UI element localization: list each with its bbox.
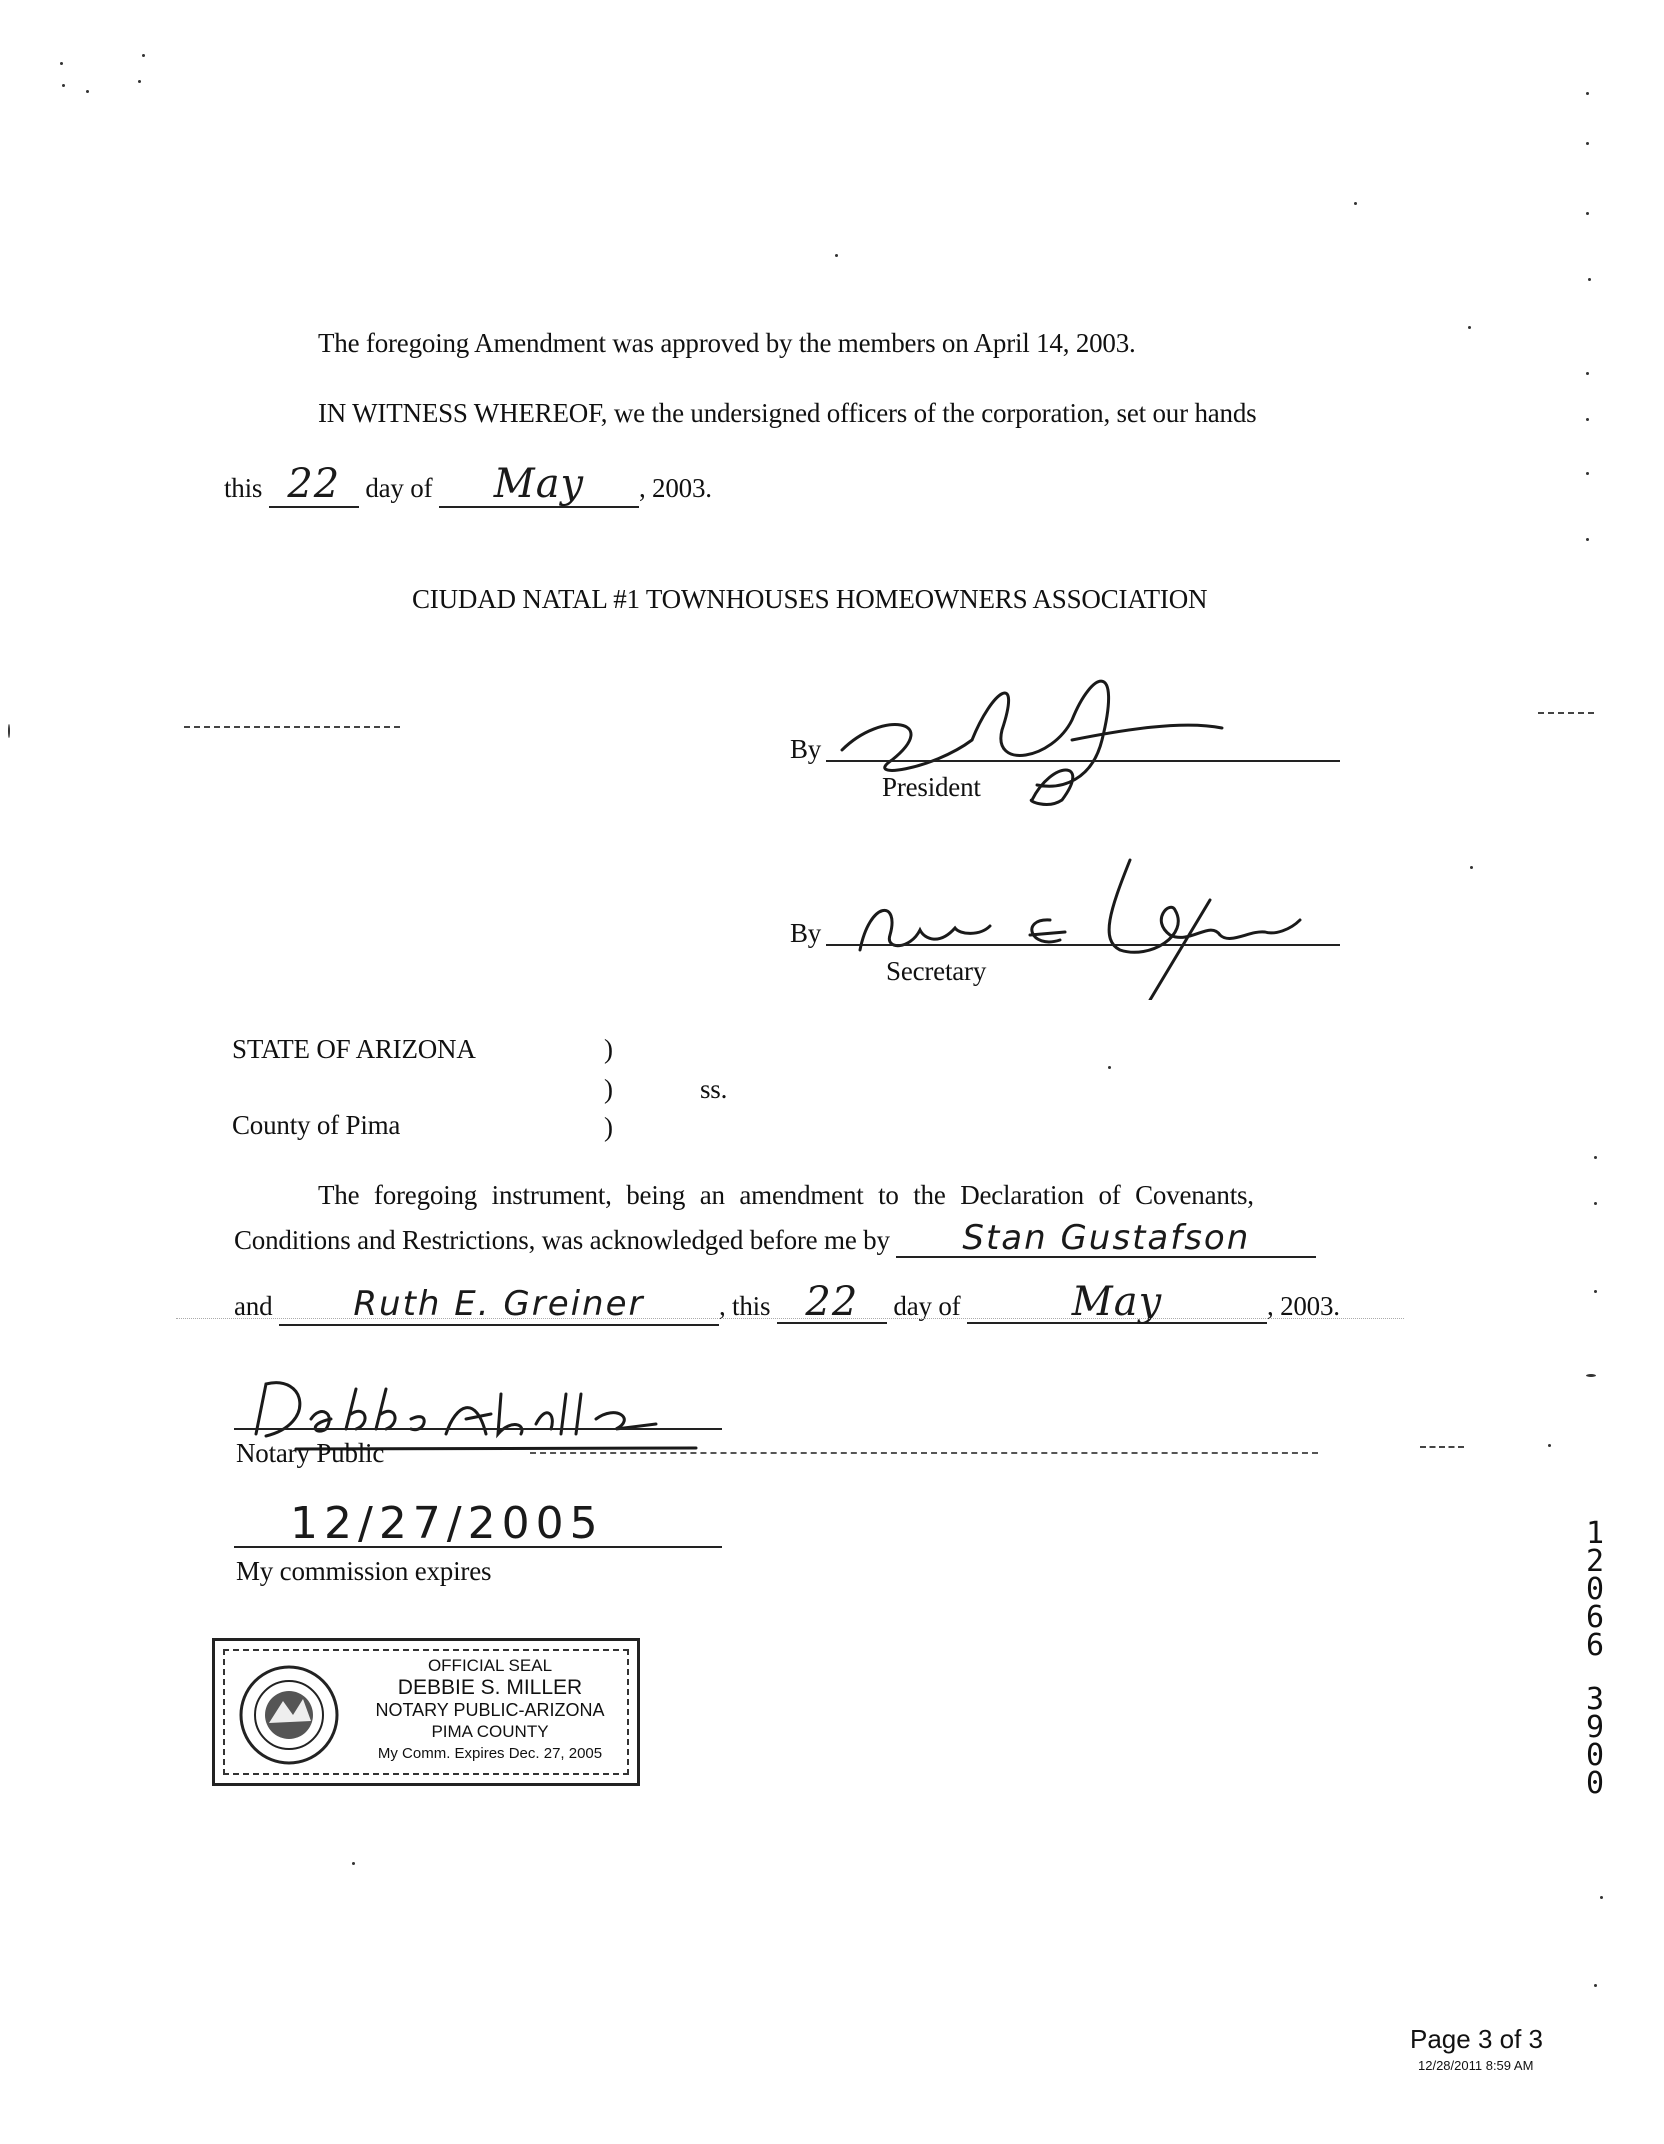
seal-line-2: DEBBIE S. MILLER	[397, 1676, 583, 1699]
recording-stamp-number	[1580, 1516, 1610, 1801]
execution-date-line	[224, 462, 712, 514]
county-label: County of Pima	[232, 1110, 401, 1140]
scan-speck	[1586, 92, 1589, 95]
stamp-digit: 6	[1585, 1600, 1605, 1635]
scan-speck	[1586, 212, 1589, 215]
scan-speck	[1594, 1156, 1597, 1159]
by-label-secretary: By	[790, 918, 822, 948]
stamp-digit: 2	[1585, 1544, 1605, 1579]
venue-paren-1: )	[604, 1034, 613, 1064]
day-of-label: day of	[893, 1291, 961, 1321]
ack-month-handwritten: May	[967, 1282, 1267, 1324]
venue-paren-2: )	[604, 1074, 613, 1104]
scan-speck	[1548, 1444, 1551, 1447]
ack-year: , 2003.	[1266, 1291, 1340, 1321]
scan-speck	[138, 80, 141, 83]
commission-line	[234, 1546, 722, 1548]
scan-speck	[352, 1862, 355, 1865]
date-month-handwritten: May	[439, 462, 639, 508]
stamp-digit: 6	[1585, 1628, 1605, 1663]
date-mid: day of	[365, 473, 433, 503]
venue-paren-3: )	[604, 1112, 613, 1142]
state-label: STATE OF ARIZONA	[232, 1034, 476, 1064]
witness-line: IN WITNESS WHEREOF, we the undersigned officers of the corporation, set our hands	[318, 398, 1257, 428]
scan-dash	[1538, 712, 1594, 714]
scan-speck	[1468, 326, 1471, 329]
scan-speck	[1586, 142, 1589, 145]
scan-speck	[1108, 1066, 1111, 1069]
scan-speck	[1586, 1374, 1596, 1377]
scan-dash-long	[530, 1452, 1318, 1454]
scan-speck	[62, 84, 65, 87]
seal-line-4: PIMA COUNTY	[431, 1722, 549, 1741]
scan-dotted-line	[176, 1318, 1404, 1319]
this-label: , this	[718, 1291, 771, 1321]
stamp-digit: 0	[1585, 1738, 1605, 1773]
ack-name-1-handwritten: Stan Gustafson	[896, 1220, 1316, 1258]
date-prefix: this	[224, 473, 263, 503]
ack-name-2-handwritten: Ruth E. Greiner	[279, 1284, 719, 1326]
scan-speck	[1594, 1290, 1597, 1293]
seal-line-3: NOTARY PUBLIC-ARIZONA	[375, 1700, 605, 1720]
notary-public-label: Notary Public	[236, 1438, 385, 1468]
ss-label: ss.	[700, 1074, 728, 1104]
association-name: CIUDAD NATAL #1 TOWNHOUSES HOMEOWNERS ASSOCIATION	[412, 584, 1208, 614]
stamp-digit: 9	[1585, 1710, 1605, 1745]
scan-speck	[86, 90, 89, 93]
president-title: President	[882, 772, 981, 802]
ack-line-3	[234, 1279, 1340, 1326]
scan-speck	[142, 54, 145, 57]
date-day-handwritten: 22	[269, 462, 359, 508]
scan-dash	[1420, 1446, 1464, 1448]
ack-line-2	[234, 1220, 1316, 1258]
stamp-digit: 3	[1585, 1682, 1605, 1717]
scan-speck	[1586, 372, 1589, 375]
secretary-title: Secretary	[886, 956, 987, 986]
stamp-digit: 0	[1585, 1766, 1605, 1801]
by-label-president: By	[790, 734, 822, 764]
president-signature-line	[826, 760, 1340, 762]
official-seal	[212, 1638, 640, 1786]
scan-speck	[1588, 278, 1591, 281]
scan-dash	[184, 726, 400, 728]
scan-speck	[1586, 418, 1589, 421]
scan-speck	[1470, 866, 1473, 869]
scan-speck	[1594, 1984, 1597, 1987]
scan-speck	[835, 254, 838, 257]
scan-speck	[1586, 538, 1589, 541]
date-year: , 2003.	[638, 473, 712, 503]
stamp-digit: 0	[1585, 1572, 1605, 1607]
scan-speck	[60, 62, 63, 65]
scan-speck	[1586, 472, 1589, 475]
page-number: Page 3 of 3	[1410, 2024, 1543, 2054]
stamp-digit: 1	[1585, 1516, 1605, 1551]
approval-line: The foregoing Amendment was approved by the members on April 14, 2003.	[318, 328, 1136, 358]
and-label: and	[234, 1291, 273, 1321]
secretary-signature-line	[826, 944, 1340, 946]
scan-speck	[1594, 1202, 1597, 1205]
seal-text-block	[355, 1655, 625, 1765]
scan-speck	[1354, 202, 1357, 205]
ack-line-1: The foregoing instrument, being an amendment to the Declaration of Covenants,	[318, 1180, 1254, 1210]
notary-signature-line	[234, 1428, 722, 1430]
seal-line-5: My Comm. Expires Dec. 27, 2005	[377, 1745, 603, 1762]
ack-day-handwritten: 22	[777, 1282, 887, 1324]
seal-line-1: OFFICIAL SEAL	[427, 1656, 553, 1675]
arizona-state-seal-icon	[233, 1663, 345, 1767]
scan-speck	[8, 724, 10, 738]
commission-label: My commission expires	[236, 1556, 492, 1586]
ack-line-2-text: Conditions and Restrictions, was acknowledged before me by	[234, 1225, 890, 1255]
commission-date-handwritten: 12/27/2005	[290, 1498, 604, 1549]
print-timestamp: 12/28/2011 8:59 AM	[1418, 2058, 1534, 2073]
scan-speck	[1600, 1896, 1603, 1899]
